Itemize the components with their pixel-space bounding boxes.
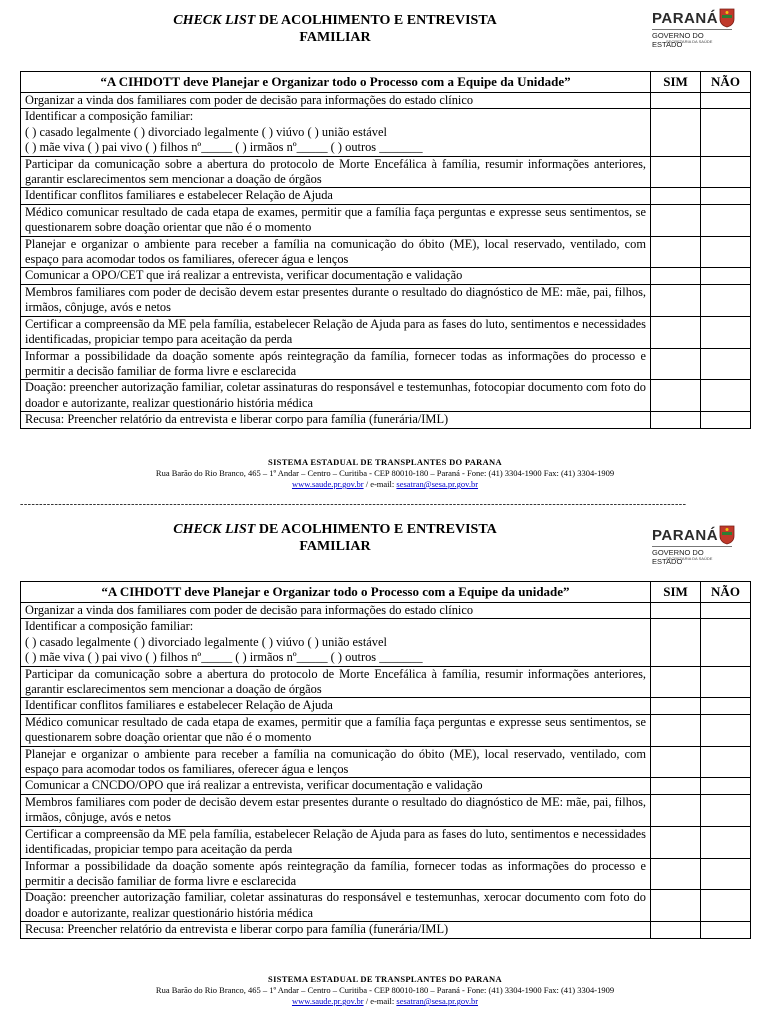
checklist-item-text [21,268,651,284]
nao-checkbox-cell[interactable] [701,268,751,284]
sim-column-header: SIM [651,582,701,603]
checklist-item-text [21,380,651,412]
nao-column-header: NÃO [701,582,751,603]
logo-dept: SECRETARIA DA SAÚDE [666,39,713,44]
sim-checkbox-cell[interactable] [651,603,701,619]
item-line: Comunicar a CNCDO/OPO que irá realizar a entrevista, verificar documentação e validação [25,778,483,793]
checklist-row [21,890,751,922]
sim-checkbox-cell[interactable] [651,316,701,348]
checklist-item-text [21,156,651,188]
checklist-item-text [21,746,651,778]
header-statement: “A CIHDOTT deve Planejar e Organizar todo o Processo com a Equipe da unidade” [21,582,651,603]
checklist-item-text [21,666,651,698]
checklist-row [21,826,751,858]
nao-checkbox-cell[interactable] [701,746,751,778]
checklist-table [20,71,751,429]
sim-checkbox-cell[interactable] [651,922,701,938]
parana-logo [648,8,740,49]
item-line: Identificar a composição familiar: [25,619,194,634]
sim-column-header: SIM [651,72,701,93]
checklist-row [21,794,751,826]
checklist-item-text [21,603,651,619]
item-line: Informar a possibilidade da doação somente após reintegração da família, fornecer todas as informações do processo e permitir a decisão familiar de forma livre e esclarecida [25,348,646,378]
checklist-row [21,778,751,794]
checklist-row [21,698,751,714]
checklist-row [21,922,751,938]
checklist-item-text [21,204,651,236]
checklist-row [21,412,751,428]
checklist-item-text [21,858,651,890]
checklist-row [21,268,751,284]
item-line: Membros familiares com poder de decisão devem estar presentes durante o resultado do diagnóstico de ME: mãe, pai, filhos, irmãos, cônjuge, avós e netos [25,794,646,825]
item-line: Membros familiares com poder de decisão devem estar presentes durante o resultado do diagnóstico de ME: mãe, pai, filhos, irmãos, cônjuge, avós e netos [25,284,646,315]
title-line2: FAMILIAR [299,30,371,45]
sim-checkbox-cell[interactable] [651,858,701,890]
nao-checkbox-cell[interactable] [701,858,751,890]
logo-name: PARANÁ [652,527,719,544]
sim-checkbox-cell[interactable] [651,619,701,666]
nao-checkbox-cell[interactable] [701,698,751,714]
item-line: Recusa: Preencher relatório da entrevista e liberar corpo para família (funerária/IML) [25,922,449,937]
item-line: Médico comunicar resultado de cada etapa de exames, permitir que a família faça perguntas e expresse seus sentimentos, se questionarem sobre doação orientar que não é o momento [25,204,646,235]
checklist-row [21,156,751,188]
email-link[interactable]: sesatran@sesa.pr.gov.br [396,479,479,489]
checklist-row [21,858,751,890]
item-line: Recusa: Preencher relatório da entrevista e liberar corpo para família (funerária/IML) [25,412,449,427]
checklist-row [21,109,751,156]
site-link[interactable]: www.saude.pr.gov.br [291,479,364,489]
item-line: Identificar conflitos familiares e estabelecer Relação de Ajuda [25,698,333,713]
sim-checkbox-cell[interactable] [651,666,701,698]
form-title [100,12,570,46]
item-line: Participar da comunicação sobre a abertura do protocolo de Morte Encefálica à família, resumir informações anteriores, garantir esclarecimentos sem mencionar a doação de órgãos [25,156,646,187]
site-link[interactable]: www.saude.pr.gov.br [291,996,364,1006]
item-line: Organizar a vinda dos familiares com poder de decisão para informações do estado clínico [25,93,474,107]
nao-checkbox-cell[interactable] [701,236,751,268]
footer-org: SISTEMA ESTADUAL DE TRANSPLANTES DO PARANA [268,974,502,984]
nao-checkbox-cell[interactable] [701,188,751,204]
nao-checkbox-cell[interactable] [701,412,751,428]
item-line: Identificar conflitos familiares e estabelecer Relação de Ajuda [25,188,333,203]
form-footer [0,974,770,1007]
checklist-item-text [21,890,651,922]
item-line: Certificar a compreensão da ME pela família, estabelecer Relação de Ajuda para as fases do luto, sentimentos e necessidades identificadas, propiciar tempo para aceitação da perda [25,826,646,857]
nao-checkbox-cell[interactable] [701,204,751,236]
checklist-item-text [21,794,651,826]
checklist-item-text [21,826,651,858]
title-rest: DE ACOLHIMENTO E ENTREVISTA [255,522,497,537]
item-line: Médico comunicar resultado de cada etapa de exames, permitir que a família faça perguntas e expresse seus sentimentos, se questionarem sobre doação orientar que não é o momento [25,714,646,745]
footer-address: Rua Barão do Rio Branco, 465 – 1º Andar – Centro – Curitiba - CEP 80010-180 – Paraná - Fone: (41) 3304-1900 Fax: (41) 3304-1909 [155,468,615,478]
sim-checkbox-cell[interactable] [651,284,701,316]
nao-checkbox-cell[interactable] [701,156,751,188]
nao-checkbox-cell[interactable] [701,826,751,858]
checklist-row [21,714,751,746]
item-line: Informar a possibilidade da doação somente após reintegração da família, fornecer todas as informações do processo e permitir a decisão familiar de forma livre e esclarecida [25,858,646,888]
item-line: Doação: preencher autorização familiar, coletar assinaturas do responsável e testemunhas, fotocopiar documento com foto do doador e autorizante, realizar questionário história médica [25,380,646,410]
nao-checkbox-cell[interactable] [701,93,751,109]
checklist-item-text [21,778,651,794]
sim-checkbox-cell[interactable] [651,236,701,268]
header-statement: “A CIHDOTT deve Planejar e Organizar todo o Processo com a Equipe da Unidade” [21,72,651,93]
cut-line-divider: ------------------------------------------------------------------------------------------------------------------------------------------------------------------------------ [20,500,687,510]
checklist-item-text [21,316,651,348]
checklist-item-text [21,412,651,428]
footer-contacts [0,996,770,1007]
checklist-item-text [21,236,651,268]
nao-checkbox-cell[interactable] [701,603,751,619]
sim-checkbox-cell[interactable] [651,778,701,794]
sim-checkbox-cell[interactable] [651,826,701,858]
sim-checkbox-cell[interactable] [651,188,701,204]
sim-checkbox-cell[interactable] [651,93,701,109]
footer-org: SISTEMA ESTADUAL DE TRANSPLANTES DO PARANA [268,457,502,467]
logo-sub: GOVERNO DO ESTADO [652,29,732,49]
item-line: Planejar e organizar o ambiente para receber a família na comunicação do óbito (ME), local reservado, ventilado, com espaço para acomodar todos os familiares, oferecer água e lenços [25,746,646,777]
nao-checkbox-cell[interactable] [701,890,751,922]
sim-checkbox-cell[interactable] [651,204,701,236]
parana-logo [648,525,740,566]
checklist-row [21,93,751,109]
item-line: ( ) mãe viva ( ) pai vivo ( ) filhos nº_____ ( ) irmãos nº_____ ( ) outros _______ [25,140,423,155]
item-line: ( ) casado legalmente ( ) divorciado legalmente ( ) viúvo ( ) união estável [25,124,387,139]
checklist-row [21,316,751,348]
logo-name: PARANÁ [652,10,719,27]
email-label: / e-mail: [363,996,397,1006]
sim-checkbox-cell[interactable] [651,698,701,714]
checklist-row [21,619,751,666]
email-label: / e-mail: [363,479,397,489]
nao-checkbox-cell[interactable] [701,619,751,666]
item-line: Certificar a compreensão da ME pela família, estabelecer Relação de Ajuda para as fases do luto, sentimentos e necessidades identificadas, propiciar tempo para aceitação da perda [25,316,646,347]
checklist-row [21,348,751,380]
item-line: Doação: preencher autorização familiar, coletar assinaturas do responsável e testemunhas, xerocar documento com foto do doador e autorizante, realizar questionário história médica [25,890,646,920]
nao-checkbox-cell[interactable] [701,666,751,698]
checklist-item-text [21,188,651,204]
checklist-item-text [21,698,651,714]
form-title [100,521,570,555]
checklist-row [21,603,751,619]
header-row [21,72,751,93]
item-line: Comunicar a OPO/CET que irá realizar a entrevista, verificar documentação e validação [25,268,463,283]
nao-checkbox-cell[interactable] [701,316,751,348]
checklist-row [21,380,751,412]
sim-checkbox-cell[interactable] [651,412,701,428]
checklist-item-text [21,714,651,746]
parana-crest-icon [718,8,736,28]
sim-checkbox-cell[interactable] [651,156,701,188]
checklist-item-text [21,284,651,316]
checklist-table [20,581,751,939]
footer-address: Rua Barão do Rio Branco, 465 – 1º Andar – Centro – Curitiba - CEP 80010-180 – Paraná - Fone: (41) 3304-1900 Fax: (41) 3304-1909 [155,985,615,995]
nao-checkbox-cell[interactable] [701,109,751,156]
sim-checkbox-cell[interactable] [651,348,701,380]
form-footer [0,457,770,490]
email-link[interactable]: sesatran@sesa.pr.gov.br [396,996,479,1006]
logo-dept: SECRETARIA DA SAÚDE [666,556,713,561]
item-line: Planejar e organizar o ambiente para receber a família na comunicação do óbito (ME), local reservado, ventilado, com espaço para acomodar todos os familiares, oferecer água e lenços [25,236,646,267]
checklist-item-text [21,922,651,938]
nao-checkbox-cell[interactable] [701,714,751,746]
sim-checkbox-cell[interactable] [651,746,701,778]
checklist-row [21,746,751,778]
checklist-row [21,236,751,268]
nao-checkbox-cell[interactable] [701,778,751,794]
parana-crest-icon [718,525,736,545]
nao-checkbox-cell[interactable] [701,922,751,938]
nao-checkbox-cell[interactable] [701,794,751,826]
header-row [21,582,751,603]
item-line: ( ) mãe viva ( ) pai vivo ( ) filhos nº_____ ( ) irmãos nº_____ ( ) outros _______ [25,650,423,665]
nao-checkbox-cell[interactable] [701,348,751,380]
checklist-item-text [21,93,651,109]
title-italic: CHECK LIST [173,522,256,537]
checklist-row [21,666,751,698]
item-line: Participar da comunicação sobre a abertura do protocolo de Morte Encefálica à família, resumir informações anteriores, garantir esclarecimentos sem mencionar a doação de órgãos [25,666,646,697]
nao-checkbox-cell[interactable] [701,284,751,316]
item-line: Organizar a vinda dos familiares com poder de decisão para informações do estado clínico [25,603,474,617]
nao-column-header: NÃO [701,72,751,93]
checklist-row [21,284,751,316]
sim-checkbox-cell[interactable] [651,380,701,412]
sim-checkbox-cell[interactable] [651,794,701,826]
nao-checkbox-cell[interactable] [701,380,751,412]
sim-checkbox-cell[interactable] [651,890,701,922]
logo-sub: GOVERNO DO ESTADO [652,546,732,566]
checklist-item-text [21,619,651,666]
title-rest: DE ACOLHIMENTO E ENTREVISTA [255,13,497,28]
sim-checkbox-cell[interactable] [651,268,701,284]
checklist-row [21,204,751,236]
item-line: Identificar a composição familiar: [25,109,194,124]
item-line: ( ) casado legalmente ( ) divorciado legalmente ( ) viúvo ( ) união estável [25,634,387,649]
sim-checkbox-cell[interactable] [651,714,701,746]
checklist-row [21,188,751,204]
title-line2: FAMILIAR [299,539,371,554]
checklist-item-text [21,348,651,380]
footer-contacts [0,479,770,490]
title-italic: CHECK LIST [173,13,256,28]
sim-checkbox-cell[interactable] [651,109,701,156]
checklist-item-text [21,109,651,156]
